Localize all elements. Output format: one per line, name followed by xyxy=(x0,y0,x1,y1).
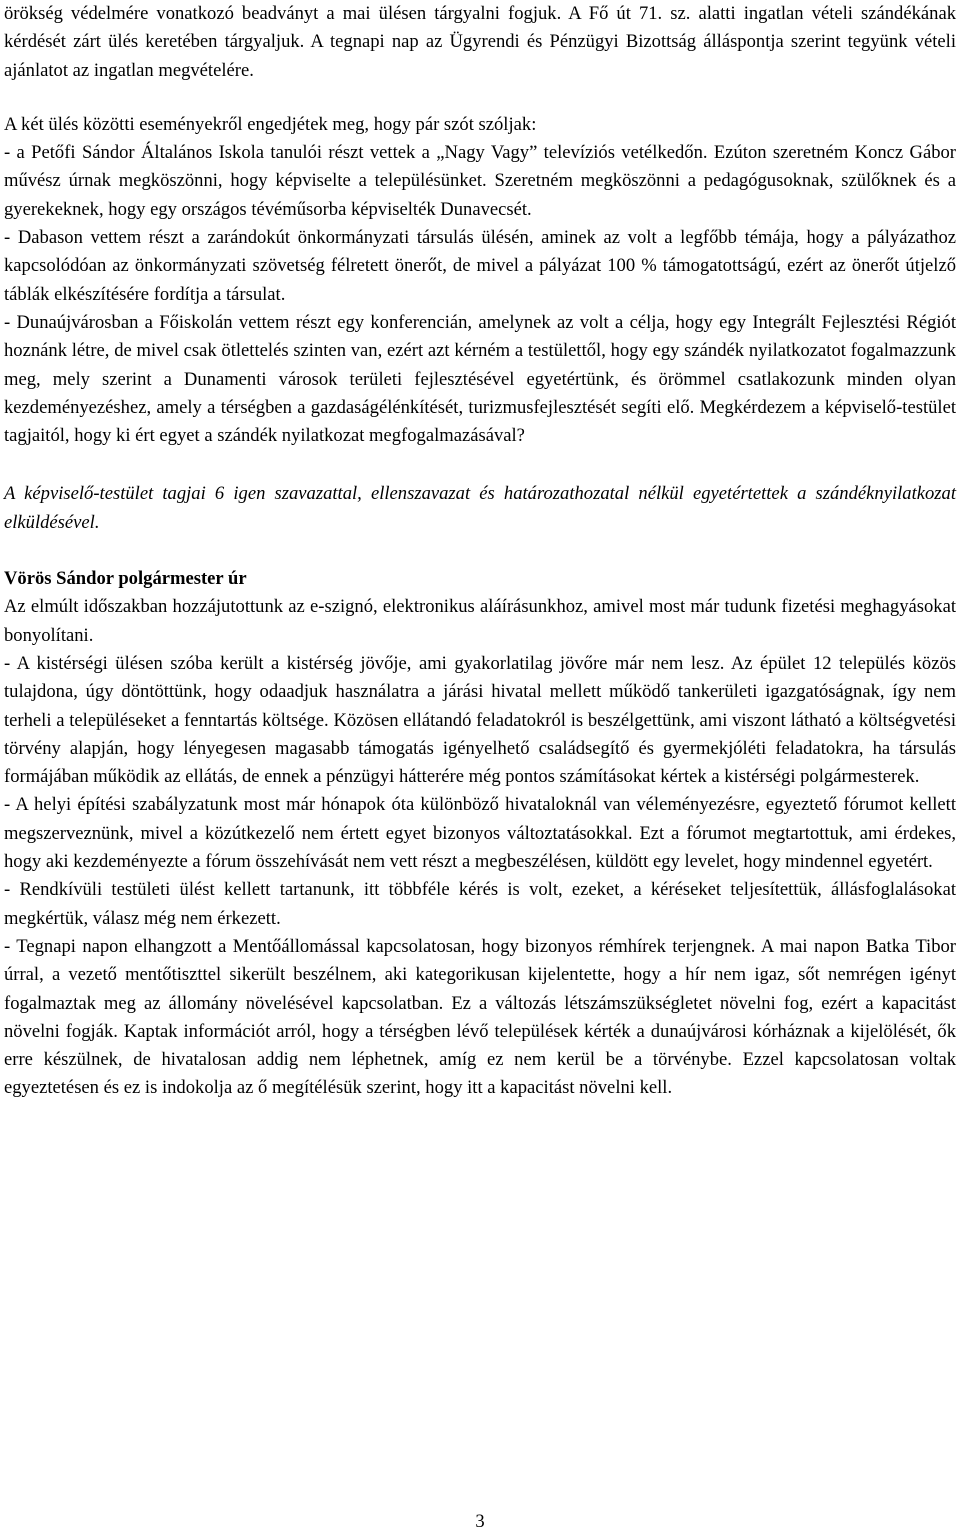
paragraph-e-signature: Az elmúlt időszakban hozzájutottunk az e-szignó, elektronikus aláírásunkhoz, amivel most már tudunk fizetési meghagyásokat bonyolítani. xyxy=(4,596,956,646)
paragraph-school-tv: - a Petőfi Sándor Általános Iskola tanulói részt vettek a „Nagy Vagy” televíziós vetélkedőn. Ezúton szeretném Koncz Gábor művész úrnak megköszönni, hogy képviselte a településünket. Szeretném megköszönni a pedagógusoknak, szülőknek és a gyerekeknek, hogy egy országos tévéműsorba képviselték Dunavecsét. xyxy=(4,142,956,220)
paragraph-dabas: - Dabason vettem részt a zarándokút önkormányzati társulás ülésén, aminek az volt a legfőbb témája, hogy a pályázathoz kapcsolódóan az önkormányzati szövetség félretett önerőt, de mivel a pályázat 100 % támogatottságú, ezért az önerőt útjelző táblák elkészítésére fordítja a társulat. xyxy=(4,227,956,305)
paragraph-building-code: - A helyi építési szabályzatunk most már hónapok óta különböző hivataloknál van véleményezésre, egyeztető fórumot kellett megszerveznünk, mivel a közútkezelő nem értett egyet bizonyos változtatásokkal. Ezt a fórumot megtartottuk, ami érdekes, hogy aki kezdeményezte a fórum összehívását nem vett részt a megbeszélésen, küldött egy levelet, hogy mindennel egyetért. xyxy=(4,794,956,873)
paragraph-heritage: örökség védelmére vonatkozó beadványt a mai ülésen tárgyalni fogjuk. A Fő út 71. sz. alatti ingatlan vételi szándékának kérdését zárt ülés keretében tárgyaljuk. A tegnapi nap az Ügyrendi és Pénzügyi Bizottság álláspontja szerint tegyünk vételi ajánlatot az ingatlan megvételére. xyxy=(4,3,956,81)
document-page xyxy=(4,0,956,1103)
paragraph-events-intro: A két ülés közötti eseményekről engedjétek meg, hogy pár szót szóljak: xyxy=(4,113,537,135)
paragraph-ambulance: - Tegnapi napon elhangzott a Mentőállomással kapcsolatosan, hogy bizonyos rémhírek terjengnek. A mai napon Batka Tibor úrral, a vezető mentőtiszttel sikerült beszélnem, aki kategorikusan kijelentette, hogy a hír nem igaz, sőt nemrégen igényt fogalmaztak meg az állomány növelésével kapcsolatban. Ez a változás létszámszükségletet növelni fog, ezért a kapacitást növelni fogják. Kaptak információt arról, hogy a térségben lévő települések kérték a dunaújvárosi kórháznak a kijelölését, ők erre készülnek, de hivatalosan addig nem léphetnek, amíg ez nem kerül be a törvénybe. Ezzel kapcsolatosan voltak egyeztetésen és ez is indokolja az ő megítélésük szerint, hogy itt a kapacitást növelni kell. xyxy=(4,935,956,1099)
paragraph-vote-result: A képviselő-testület tagjai 6 igen szavazattal, ellenszavazat és határozathozatal nélkül egyetértettek a szándéknyilatkozat elküldésével. xyxy=(4,483,956,533)
paragraph-dunaujvaros: - Dunaújvárosban a Főiskolán vettem részt egy konferencián, amelynek az volt a célja, hogy egy Integrált Fejlesztési Régiót hoznánk létre, de mivel csak ötlettelés szinten van, ezért azt kérném a testülettől, hogy egy szándék nyilatkozatot fogalmazzunk meg, mely szerint a Dunamenti városok területi fejlesztésével egyetértünk, és örömmel csatlakozunk minden olyan kezdeményezéshez, amely a térségben a gazdaságélénkítését, turizmusfejlesztését segíti elő. Megkérdezem a képviselő-testület tagjaitól, hogy ki ért egyet a szándék nyilatkozat megfogalmazásával? xyxy=(4,311,956,447)
paragraph-extraordinary-meeting: - Rendkívüli testületi ülést kellett tartanunk, itt többféle kérés is volt, ezeket, a kéréseket teljesítettük, állásfoglalásokat megkértük, válasz még nem érkezett. xyxy=(4,879,956,929)
paragraph-subregion: - A kistérségi ülésen szóba került a kistérség jövője, ami gyakorlatilag jövőre már nem lesz. Az épület 12 település közös tulajdona, úgy döntöttünk, hogy odaadjuk használatra a járási hivatal mellett működő tankerületi igazgatóságnak, így nem terheli a településeket a fenntartás költsége. Közösen ellátandó feladatokról is beszélgettünk, ami viszont látható a költségvetési törvény alapján, hogy lényegesen magasabb támogatás igényelhető családsegítő és gyermekjóléti feladatokra, ha társulás formájában működik az ellátás, de ennek a pénzügyi hátterére még pontos számításokat kértek a kistérségi polgármesterek. xyxy=(4,652,956,788)
page-number: 3 xyxy=(475,1511,485,1532)
speaker-heading: Vörös Sándor polgármester úr xyxy=(4,568,247,590)
